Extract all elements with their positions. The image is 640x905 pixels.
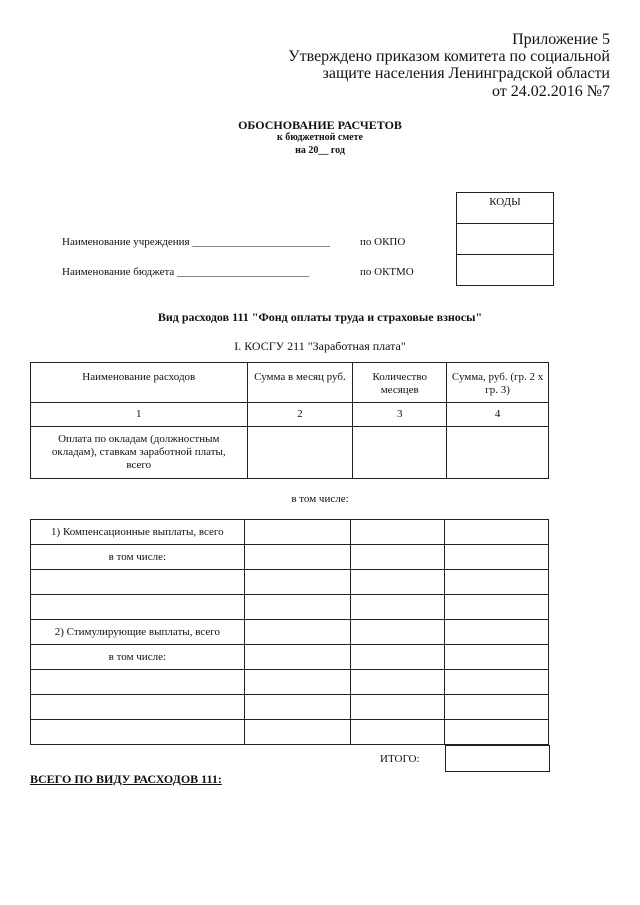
itogo-label: ИТОГО: [380,753,420,765]
column-number: 1 [31,403,248,427]
table-row [31,695,549,720]
table-cell[interactable] [445,720,549,745]
table-cell[interactable] [351,670,445,695]
okpo-label: по ОКПО [360,236,406,248]
table-row [31,570,549,595]
table-cell[interactable] [351,520,445,545]
table-row [31,595,549,620]
table-cell[interactable] [351,545,445,570]
table-row [31,545,549,570]
itogo-total-cell[interactable] [445,745,550,772]
approval-authority: защите населения Ленинградской области [322,65,610,82]
stimulating-including-label: в том числе: [31,645,245,670]
header-monthly-sum: Сумма в месяц руб. [247,363,353,403]
table-cell[interactable] [31,720,245,745]
oktmo-code-cell[interactable] [457,254,553,285]
including-label: в том числе: [291,493,349,505]
compensation-total-label: 1) Компенсационные выплаты, всего [31,520,245,545]
approval-date: от 24.02.2016 №7 [491,83,610,100]
table-cell[interactable] [244,645,351,670]
document-year: на 20__ год [295,145,345,156]
table-cell[interactable] [351,595,445,620]
table-cell[interactable] [31,695,245,720]
expense-type-heading: Вид расходов 111 "Фонд оплаты труда и страховые взносы" [157,310,483,324]
column-number: 2 [247,403,353,427]
table-cell[interactable] [351,645,445,670]
salary-total-cell[interactable] [447,427,549,479]
table-cell[interactable] [445,595,549,620]
institution-label: Наименование учреждения [62,236,190,248]
compensation-including-label: в том числе: [31,545,245,570]
salary-monthly-cell[interactable] [247,427,353,479]
table-cell[interactable] [244,670,351,695]
table-cell[interactable] [244,620,351,645]
table-cell[interactable] [31,570,245,595]
table-cell[interactable] [351,620,445,645]
table-cell[interactable] [244,720,351,745]
table-cell[interactable] [31,670,245,695]
table-header-row [31,363,549,403]
table-cell[interactable] [445,520,549,545]
table-cell[interactable] [244,695,351,720]
budget-field[interactable]: ________________________ [177,266,310,278]
budget-label: Наименование бюджета [62,266,175,278]
table-cell[interactable] [445,545,549,570]
appendix-number: Приложение 5 [512,31,610,48]
header-total-sum: Сумма, руб. (гр. 2 х гр. 3) [447,363,549,403]
grand-total-label: ВСЕГО ПО ВИДУ РАСХОДОВ 111: [30,772,222,786]
column-numbers-row [31,403,549,427]
okpo-code-cell[interactable] [457,223,553,254]
table-cell[interactable] [31,595,245,620]
table-cell[interactable] [445,570,549,595]
table-cell[interactable] [244,545,351,570]
table-cell[interactable] [445,645,549,670]
table-cell[interactable] [445,695,549,720]
table-row [31,645,549,670]
header-expense-name: Наименование расходов [31,363,248,403]
table-cell[interactable] [445,620,549,645]
table-row [31,670,549,695]
salary-row-label: Оплата по окладам (должностным окладам), ставкам заработной платы, всего [31,427,248,479]
table-cell[interactable] [244,595,351,620]
payments-table [30,519,549,745]
table-cell[interactable] [351,720,445,745]
table-cell[interactable] [244,570,351,595]
stimulating-total-label: 2) Стимулирующие выплаты, всего [31,620,245,645]
header-months-count: Количество месяцев [353,363,447,403]
approval-line: Утверждено приказом комитета по социальной [288,48,610,65]
document-subtitle: к бюджетной смете [277,132,363,143]
salary-table [30,362,549,479]
codes-box [456,192,554,286]
salary-months-cell[interactable] [353,427,447,479]
kosgu-heading: I. КОСГУ 211 "Заработная плата" [234,339,406,353]
table-row [31,520,549,545]
table-cell[interactable] [244,520,351,545]
oktmo-label: по ОКТМО [360,266,414,278]
codes-label: КОДЫ [489,196,521,208]
table-cell[interactable] [351,570,445,595]
column-number: 3 [353,403,447,427]
table-cell[interactable] [351,695,445,720]
document-title: ОБОСНОВАНИЕ РАСЧЕТОВ [238,118,402,132]
table-cell[interactable] [445,670,549,695]
budget-row [62,266,309,278]
institution-field[interactable]: _________________________ [192,236,330,248]
table-row [31,720,549,745]
institution-row [62,236,330,248]
column-number: 4 [447,403,549,427]
salary-row [31,427,549,479]
table-row [31,620,549,645]
